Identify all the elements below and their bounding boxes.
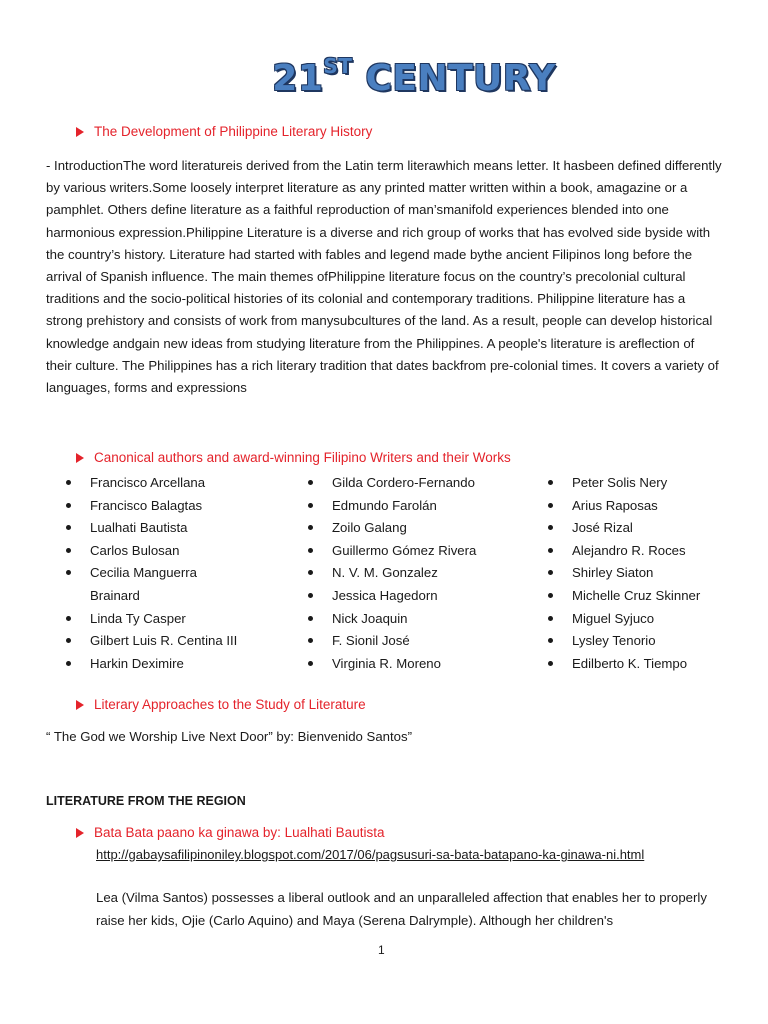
bullet-icon [548, 638, 553, 643]
heading-development [76, 124, 372, 139]
arrow-bullet-icon [76, 828, 84, 838]
author-item: Michelle Cruz Skinner [548, 585, 748, 608]
heading-authors-text: Canonical authors and award-winning Filipino Writers and their Works [94, 450, 511, 465]
bullet-icon [308, 638, 313, 643]
page-title [0, 54, 768, 99]
author-item: Guillermo Gómez Rivera [308, 540, 508, 563]
bullet-icon [548, 548, 553, 553]
author-item: Zoilo Galang [308, 517, 508, 540]
bullet-icon [308, 503, 313, 508]
author-item: Virginia R. Moreno [308, 653, 508, 676]
introduction-paragraph: - IntroductionThe word literatureis derived from the Latin term literawhich means letter. It hasbeen defined differently by various writers.Some loosely interpret literature as any printed matter written within a book, amagazine or a pamphlet. Others define literature as a faithful reproduction of man’smanifold experiences blended into one harmonious expression.Philippine Literature is a diverse and rich group of works that has evolved side byside with the country’s history. Literature had started with fables and legend made bythe ancient Filipinos long before the arrival of Spanish influence. The main themes ofPhilippine literature focus on the country’s precolonial cultural traditions and the socio-political histories of its colonial and contemporary traditions. Philippine literature has a strong prehistory and consists of work from manysubcultures of the land. As a result, people can develop historical knowledge andgain new ideas from studying literature from the Philippines. A people's literature is areflection of their culture. The Philippines has a rich literary tradition that dates backfrom pre-colonial times. It covers a variety of languages, forms and expressions [46, 158, 722, 396]
author-item: Jessica Hagedorn [308, 585, 508, 608]
bullet-icon [308, 525, 313, 530]
author-item: Arius Raposas [548, 495, 748, 518]
authors-column-1 [66, 472, 256, 675]
bullet-icon [308, 480, 313, 485]
author-item: Francisco Balagtas [66, 495, 256, 518]
authors-column-2 [308, 472, 508, 675]
arrow-bullet-icon [76, 453, 84, 463]
author-item: Gilda Cordero-Fernando [308, 472, 508, 495]
author-item: Harkin Deximire [66, 653, 256, 676]
author-item: Carlos Bulosan [66, 540, 256, 563]
author-item: Peter Solis Nery [548, 472, 748, 495]
author-item: Miguel Syjuco [548, 608, 748, 631]
bullet-icon [548, 503, 553, 508]
arrow-bullet-icon [76, 127, 84, 137]
page-number: 1 [378, 943, 385, 957]
author-item: Lysley Tenorio [548, 630, 748, 653]
bullet-icon [66, 480, 71, 485]
bullet-icon [308, 593, 313, 598]
bullet-icon [66, 503, 71, 508]
heading-bata-bata [76, 825, 384, 840]
author-item: Alejandro R. Roces [548, 540, 748, 563]
heading-development-text: The Development of Philippine Literary History [94, 124, 373, 139]
source-link[interactable]: http://gabaysafilipinoniley.blogspot.com/2017/06/pagsusuri-sa-bata-batapano-ka-ginawa-ni.html [96, 847, 645, 862]
author-item: Linda Ty Casper [66, 608, 256, 631]
author-item: Francisco Arcellana [66, 472, 256, 495]
heading-bata-bata-text: Bata Bata paano ka ginawa by: Lualhati Bautista [94, 825, 385, 840]
title-superscript: ST [323, 54, 353, 78]
bullet-icon [548, 661, 553, 666]
bullet-icon [66, 570, 71, 575]
heading-approaches [76, 697, 366, 712]
bullet-icon [548, 570, 553, 575]
quote-line: “ The God we Worship Live Next Door” by: Bienvenido Santos” [46, 729, 413, 744]
bullet-icon [66, 525, 71, 530]
author-item: F. Sionil José [308, 630, 508, 653]
author-item: José Rizal [548, 517, 748, 540]
bullet-icon [548, 616, 553, 621]
bullet-icon [308, 548, 313, 553]
bullet-icon [548, 593, 553, 598]
author-item: Lualhati Bautista [66, 517, 256, 540]
region-heading: LITERATURE FROM THE REGION [46, 794, 246, 808]
bullet-icon [66, 616, 71, 621]
heading-approaches-text: Literary Approaches to the Study of Literature [94, 697, 366, 712]
author-item: Edilberto K. Tiempo [548, 653, 748, 676]
author-item: N. V. M. Gonzalez [308, 562, 508, 585]
author-item: Gilbert Luis R. Centina III [66, 630, 256, 653]
bullet-icon [548, 525, 553, 530]
heading-authors [76, 450, 511, 465]
author-item: Cecilia Manguerra Brainard [66, 562, 230, 607]
arrow-bullet-icon [76, 700, 84, 710]
author-item: Edmundo Farolán [308, 495, 508, 518]
bullet-icon [66, 548, 71, 553]
authors-column-3 [548, 472, 748, 675]
author-item: Nick Joaquin [308, 608, 508, 631]
lea-paragraph: Lea (Vilma Santos) possesses a liberal outlook and an unparalleled affection that enables her to properly raise her kids, Ojie (Carlo Aquino) and Maya (Serena Dalrymple). Although her children's [96, 890, 707, 928]
bullet-icon [66, 661, 71, 666]
bullet-icon [308, 570, 313, 575]
bullet-icon [308, 661, 313, 666]
bullet-icon [66, 638, 71, 643]
title-number: 21 [272, 58, 324, 99]
bullet-icon [548, 480, 553, 485]
bullet-icon [308, 616, 313, 621]
title-word: CENTURY [365, 58, 556, 99]
author-item: Shirley Siaton [548, 562, 748, 585]
